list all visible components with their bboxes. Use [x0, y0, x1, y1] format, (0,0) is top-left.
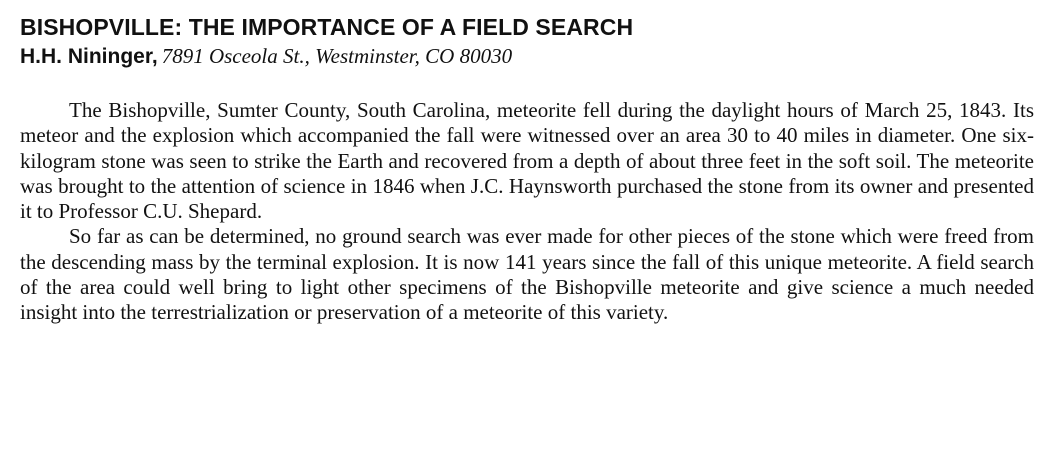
paragraph-1: The Bishopville, Sumter County, South Carolina, meteorite fell during the daylight hours of March 25, 1843. Its meteor and the explosion which accompanied the fall were witnessed over an area 30 to 40 miles in diameter. One six-kilogram stone was seen to strike the Earth and recovered from a depth of about three feet in the soft soil. The meteorite was brought to the attention of science in 1846 when J.C. Haynsworth purchased the stone from its owner and presented it to Professor C.U. Shepard. — [20, 98, 1034, 224]
article-body — [20, 98, 1034, 326]
paragraph-2: So far as can be determined, no ground search was ever made for other pieces of the stone which were freed from the descending mass by the terminal explosion. It is now 141 years since the fall of this unique meteorite. A field search of the area could well bring to light other specimens of the Bishopville meteorite and give science a much needed insight into the terrestrialization or preservation of a meteorite of this variety. — [20, 224, 1034, 325]
author-address: 7891 Osceola St., Westminster, CO 80030 — [161, 44, 513, 68]
author-name: H.H. Nininger, — [20, 45, 158, 68]
article-title: BISHOPVILLE: THE IMPORTANCE OF A FIELD SEARCH — [20, 14, 634, 40]
article — [20, 12, 1034, 326]
byline — [20, 42, 1034, 73]
